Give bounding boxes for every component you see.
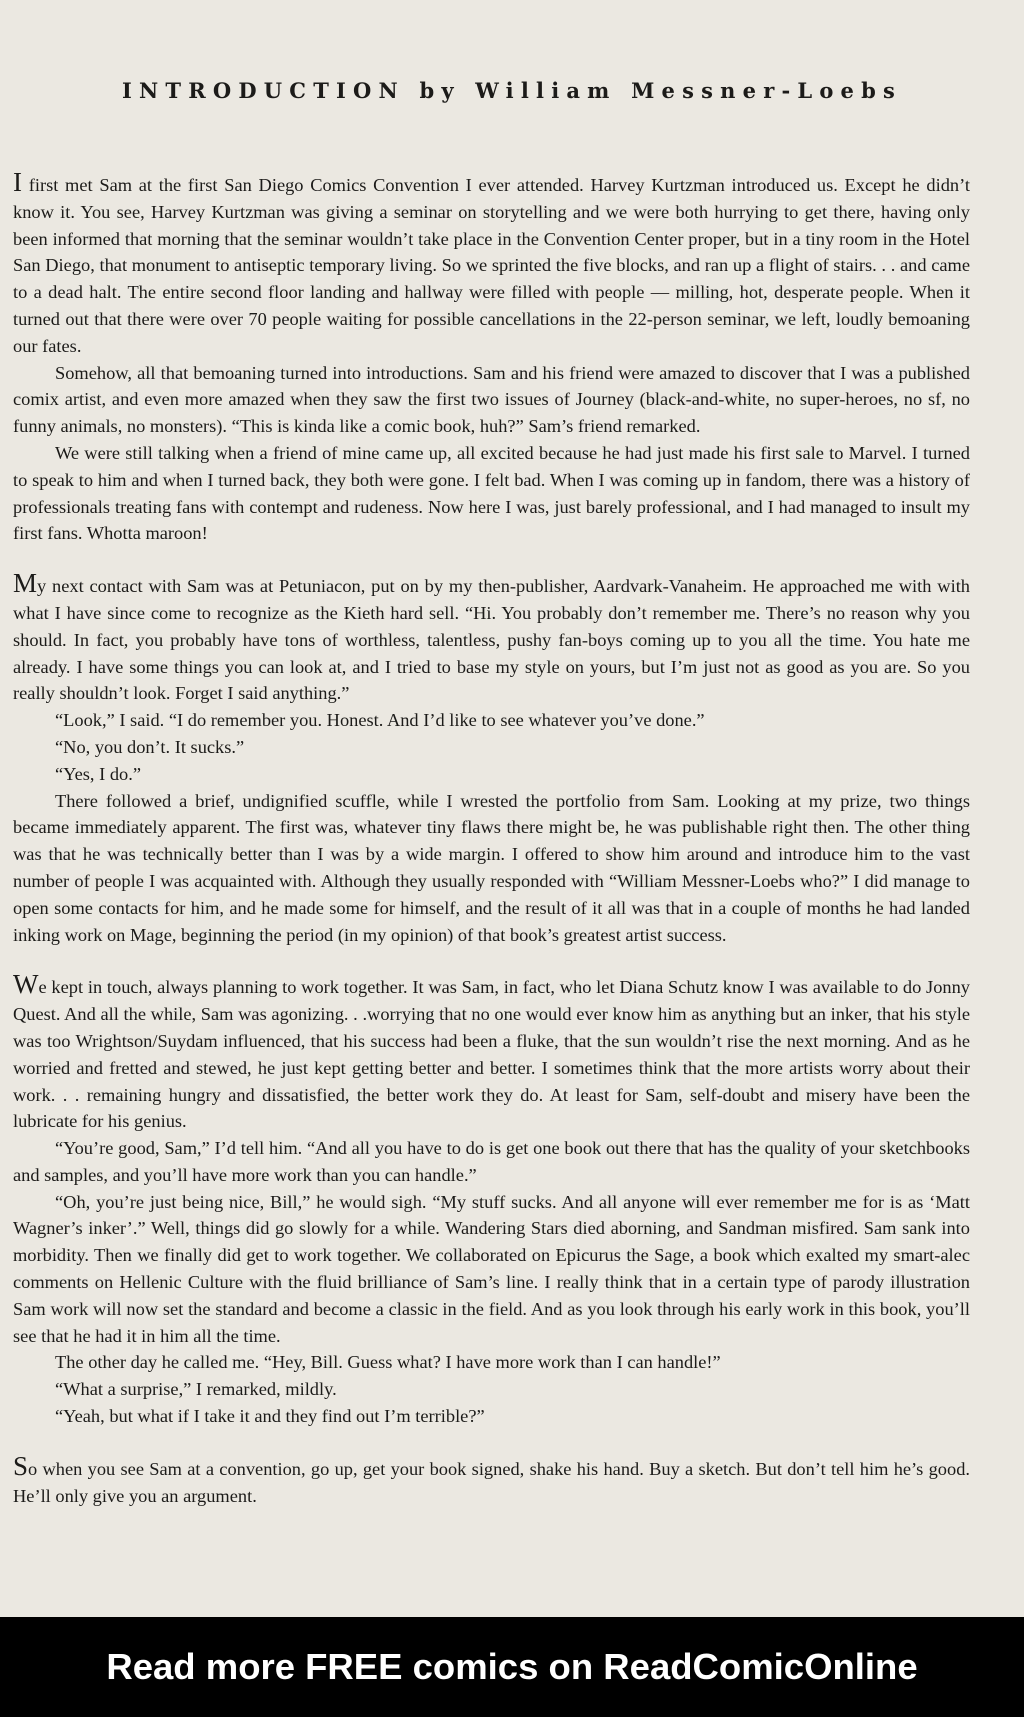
page-title: INTRODUCTION by William Messner-Loebs	[121, 78, 903, 103]
paragraph: “Yes, I do.”	[55, 763, 141, 784]
paragraph: “No, you don’t. It sucks.”	[55, 736, 245, 757]
promo-banner-text[interactable]: Read more FREE comics on ReadComicOnline	[106, 1646, 918, 1687]
drop-cap: M	[13, 568, 38, 599]
paragraph	[13, 167, 970, 360]
paragraph: “Oh, you’re just being nice, Bill,” he would sigh. “My stuff sucks. And all anyone will ever remember me for is as ‘Matt Wagner’s inker’.” Well, things did go slowly for a while. Wandering Stars died aborning, and Sandman misfired. Sam sank into morbidity. Then we finally did get to work together. We collaborated on Epicurus the Sage, a book which exalted my smart-alec comments on Hellenic Culture with the fluid brilliance of Sam’s line. I really think that in a certain type of parody illustration Sam work will now set the standard and become a classic in the field. And as you look through his early work in this book, you’ll see that he had it in him all the time.	[13, 1191, 970, 1346]
article-body	[13, 167, 970, 1509]
paragraph-text: e kept in touch, always planning to work together. It was Sam, in fact, who let Diana Schutz know I was available to do Jonny Quest. And all the while, Sam was agonizing. . .worrying that no one would ever know him as anything but an inker, that his style was too Wrightson/Suydam influenced, that his success had been a fluke, that the sun wouldn’t rise the next morning. And as he worried and fretted and stewed, he just kept getting better and better. I sometimes think that the more artists worry about their work. . . remaining hungry and dissatisfied, the better work they do. At least for Sam, self-doubt and misery have been the lubricate for his genius.	[13, 977, 970, 1132]
drop-cap: I	[13, 167, 22, 197]
paragraph	[13, 969, 970, 1135]
paragraph: “What a surprise,” I remarked, mildly.	[55, 1379, 337, 1400]
paragraph	[13, 1450, 970, 1510]
paragraph: “Look,” I said. “I do remember you. Honest. And I’d like to see whatever you’ve done.”	[55, 710, 705, 731]
paragraph	[13, 568, 970, 707]
paragraph: “Yeah, but what if I take it and they find out I’m terrible?”	[55, 1406, 485, 1427]
drop-cap: S	[13, 1450, 29, 1481]
promo-banner[interactable]	[0, 1617, 1024, 1717]
paragraph-text: y next contact with Sam was at Petuniacon, put on by my then-publisher, Aardvark-Vanaheim. He approached me with with what I have since come to recognize as the Kieth hard sell. “Hi. You probably don’t remember me. There’s no reason why you should. In fact, you probably have tons of worthless, talentless, pushy fan-boys coming up to you all the time. You hate me already. I have some things you can look at, and I tried to base my style on yours, but I’m just not as good as you are. So you really shouldn’t look. Forget I said anything.”	[13, 576, 970, 704]
drop-cap: W	[13, 969, 39, 1000]
paragraph: The other day he called me. “Hey, Bill. Guess what? I have more work than I can handle!”	[55, 1352, 721, 1373]
paragraph: Somehow, all that bemoaning turned into introductions. Sam and his friend were amazed to discover that I was a published comix artist, and even more amazed when they saw the first two issues of Journey (black-and-white, no super-heroes, no sf, no funny animals, no monsters). “This is kinda like a comic book, huh?” Sam’s friend remarked.	[13, 362, 970, 437]
paragraph-text: first met Sam at the first San Diego Comics Convention I ever attended. Harvey Kurtzman introduced us. Except he didn’t know it. You see, Harvey Kurtzman was giving a seminar on storytelling and we were both hurrying to get there, having only been informed that morning that the seminar wouldn’t take place in the Convention Center proper, but in a tiny room in the Hotel San Diego, that monument to antiseptic temporary living. So we sprinted the five blocks, and ran up a flight of stairs. . . and came to a dead halt. The entire second floor landing and hallway were filled with people — milling, hot, desperate people. When it turned out that there were over 70 people waiting for possible cancellations in the 22-person seminar, we left, loudly bemoaning our fates.	[13, 175, 970, 356]
paragraph: There followed a brief, undignified scuffle, while I wrested the portfolio from Sam. Looking at my prize, two things became immediately apparent. The first was, whatever tiny flaws there might be, he was publishable right then. The other thing was that he was technically better than I was by a wide margin. I offered to show him around and introduce him to the vast number of people I was acquainted with. Although they usually responded with “William Messner-Loebs who?” I did manage to open some contacts for him, and he made some for himself, and the result of it all was that in a couple of months he had landed inking work on Mage, beginning the period (in my opinion) of that book’s greatest artist success.	[13, 790, 970, 945]
paragraph: We were still talking when a friend of mine came up, all excited because he had just made his first sale to Marvel. I turned to speak to him and when I turned back, they both were gone. I felt bad. When I was coming up in fandom, there was a history of professionals treating fans with contempt and rudeness. Now here I was, just barely professional, and I had managed to insult my first fans. Whotta maroon!	[13, 442, 970, 544]
paragraph-text: o when you see Sam at a convention, go up, get your book signed, shake his hand. Buy a sketch. But don’t tell him he’s good. He’ll only give you an argument.	[13, 1458, 970, 1506]
paragraph: “You’re good, Sam,” I’d tell him. “And all you have to do is get one book out there that has the quality of your sketchbooks and samples, and you’ll have more work than you can handle.”	[13, 1138, 970, 1185]
